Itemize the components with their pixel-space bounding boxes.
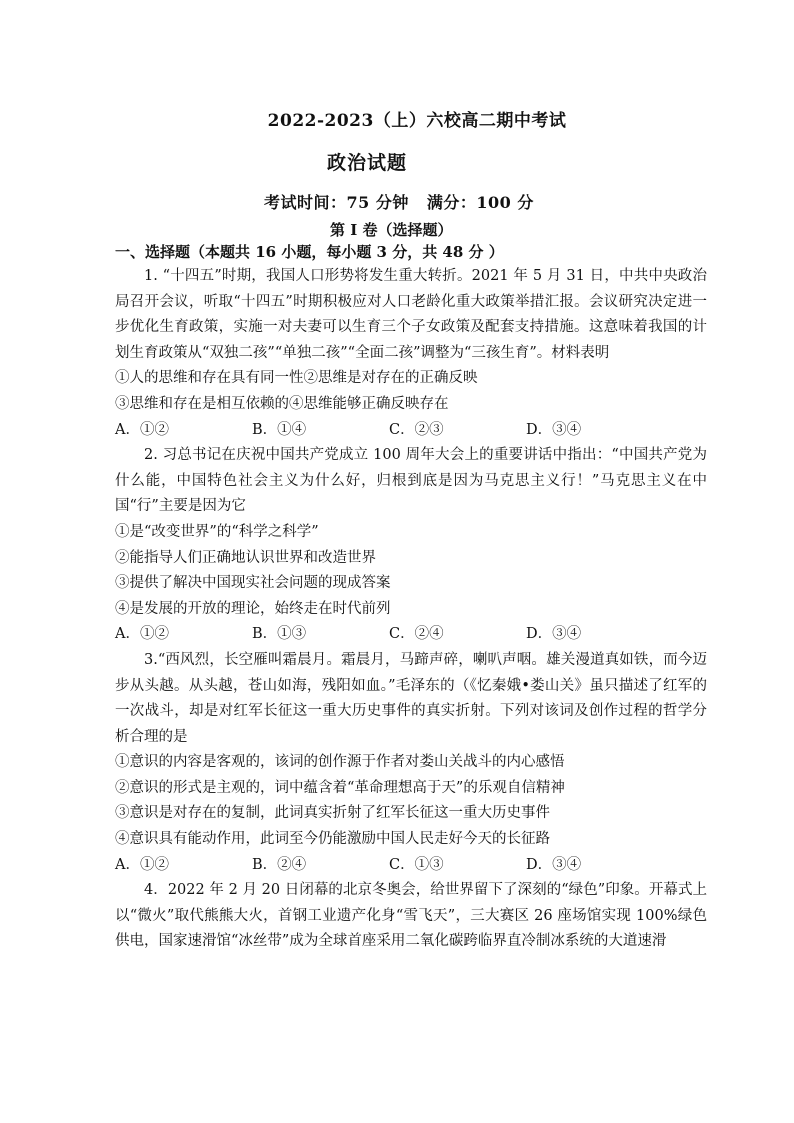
question-option: ①是“改变世界”的“科学之科学”: [115, 523, 319, 540]
choice-d: D．③④: [526, 626, 582, 643]
choice-d: D．③④: [526, 421, 582, 438]
question-stem: 4．2022 年 2 月 20 日闭幕的北京冬奥会，给世界留下了深刻的“绿色”印象。开幕式上以“微火”取代熊熊大火，首钢工业遗产化身“雪飞天”，三大赛区 26 座场馆实现 100%绿色供电，国家速滑馆“冰丝带”成为全球首座采用二氧化碳跨临界直冷制冰系统的大道速滑: [115, 882, 707, 950]
choice-c: C．②③: [389, 421, 444, 438]
volume-heading: 第 I 卷（选择题）: [330, 221, 453, 239]
exam-time: 考试时间：75 分钟: [264, 193, 409, 212]
question-4: [115, 878, 707, 955]
choice-a: A．①②: [115, 421, 169, 438]
choice-c: C．①③: [389, 856, 444, 873]
question-option: ①人的思维和存在具有同一性②思维是对存在的正确反映: [115, 370, 478, 387]
choice-b: B．②④: [252, 856, 307, 873]
question-stem: 1. “十四五”时期，我国人口形势将发生重大转折。2021 年 5 月 31 日，中共中央政治局召开会议，听取“十四五”时期积极应对人口老龄化重大政策举措汇报。会议研究决定进一步优化生育政策，实施一对夫妻可以生育三个子女政策及配套支持措施。这意味着我国的计划生育政策从“双独二孩”“单独二孩”“全面二孩”调整为“三孩生育”。材料表明: [115, 268, 707, 361]
question-3: [115, 648, 707, 878]
question-stem: 2. 习总书记在庆祝中国共产党成立 100 周年大会上的重要讲话中指出：“中国共产党为什么能，中国特色社会主义为什么好，归根到底是因为马克思主义行！”马克思主义在中国“行”主要是因为它: [115, 447, 707, 515]
question-option: ④是发展的开放的理论，始终走在时代前列: [115, 600, 391, 617]
exam-title: 2022-2023（上）六校高二期中考试: [267, 111, 567, 131]
question-2: [115, 443, 707, 648]
answer-choices: [115, 622, 707, 648]
question-1: [115, 264, 707, 443]
choice-b: B．①③: [252, 626, 307, 643]
question-option: ④意识具有能动作用，此词至今仍能激励中国人民走好今天的长征路: [115, 831, 550, 848]
question-list: [115, 264, 707, 955]
question-option: ②能指导人们正确地认识世界和改造世界: [115, 549, 376, 566]
question-option: ③思维和存在是相互依赖的④思维能够正确反映存在: [115, 395, 449, 412]
choice-d: D．③④: [526, 856, 582, 873]
question-option: ②意识的形式是主观的，词中蕴含着“革命理想高于天”的乐观自信精神: [115, 779, 565, 796]
exam-score: 满分：100 分: [426, 193, 534, 212]
answer-choices: [115, 418, 707, 444]
choice-b: B．①④: [252, 421, 307, 438]
question-option: ①意识的内容是客观的，该词的创作源于作者对娄山关战斗的内心感悟: [115, 754, 565, 771]
question-option: ③提供了解决中国现实社会问题的现成答案: [115, 575, 391, 592]
choice-c: C．②④: [389, 626, 444, 643]
question-stem: 3.“西风烈，长空雁叫霜晨月。霜晨月，马蹄声碎，喇叭声咽。雄关漫道真如铁，而今迈步从头越。从头越，苍山如海，残阳如血。”毛泽东的（《忆秦娥•娄山关》虽只描述了红军的一次战斗，却是对红军长征这一重大历史事件的真实折射。下列对该词及创作过程的哲学分析合理的是: [115, 651, 707, 745]
subject-title: 政治试题: [327, 152, 408, 174]
choice-a: A．①②: [115, 626, 169, 643]
question-option: ③意识是对存在的复制，此词真实折射了红军长征这一重大历史事件: [115, 805, 550, 822]
choice-a: A．①②: [115, 856, 169, 873]
answer-choices: [115, 853, 707, 879]
section-heading: 一、选择题（本题共 16 小题，每小题 3 分，共 48 分 ）: [115, 243, 504, 261]
exam-info: [264, 190, 552, 213]
